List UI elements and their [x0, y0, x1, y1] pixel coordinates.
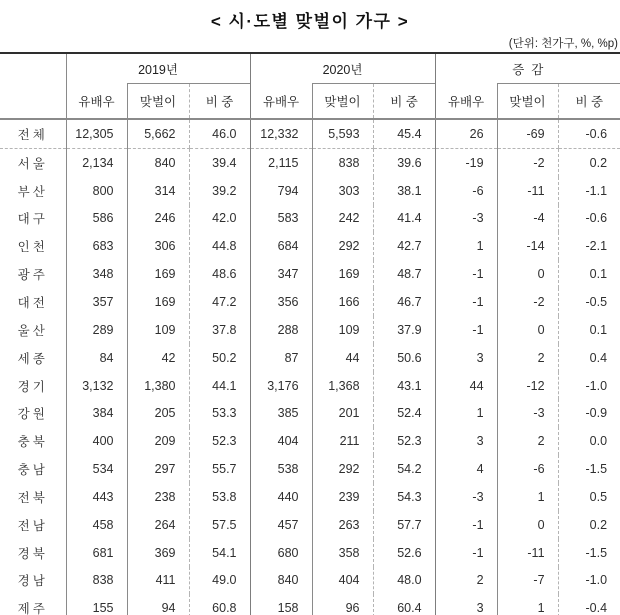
value-cell: -2 — [497, 148, 558, 176]
value-cell: -2.1 — [558, 232, 620, 260]
value-cell: -1 — [435, 288, 497, 316]
value-cell: 0.2 — [558, 511, 620, 539]
value-cell: 440 — [250, 483, 312, 511]
value-cell: -3 — [435, 483, 497, 511]
value-cell: -69 — [497, 119, 558, 148]
value-cell: 683 — [66, 232, 127, 260]
value-cell: -11 — [497, 177, 558, 205]
value-cell: 239 — [312, 483, 373, 511]
value-cell: 53.8 — [189, 483, 250, 511]
value-cell: 158 — [250, 594, 312, 615]
value-cell: -12 — [497, 372, 558, 400]
value-cell: 457 — [250, 511, 312, 539]
table-row — [0, 344, 620, 372]
value-cell: 57.5 — [189, 511, 250, 539]
value-cell: 45.4 — [373, 119, 435, 148]
value-cell: 411 — [127, 567, 189, 595]
value-cell: 48.0 — [373, 567, 435, 595]
year-header-row — [0, 53, 620, 84]
region-name-cell: 경기 — [0, 372, 66, 400]
value-cell: 358 — [312, 539, 373, 567]
value-cell: 400 — [66, 427, 127, 455]
value-cell: 201 — [312, 399, 373, 427]
value-cell: 37.9 — [373, 316, 435, 344]
value-cell: 292 — [312, 232, 373, 260]
subheader-change-dual-income: 맞벌이 — [497, 84, 558, 120]
value-cell: 684 — [250, 232, 312, 260]
value-cell: 303 — [312, 177, 373, 205]
region-name-cell: 경북 — [0, 539, 66, 567]
value-cell: -14 — [497, 232, 558, 260]
value-cell: 94 — [127, 594, 189, 615]
value-cell: -6 — [497, 455, 558, 483]
value-cell: 52.3 — [373, 427, 435, 455]
value-cell: 46.0 — [189, 119, 250, 148]
value-cell: 2,134 — [66, 148, 127, 176]
value-cell: -4 — [497, 205, 558, 233]
value-cell: -1 — [435, 260, 497, 288]
value-cell: 314 — [127, 177, 189, 205]
value-cell: 60.4 — [373, 594, 435, 615]
value-cell: 211 — [312, 427, 373, 455]
value-cell: 3,132 — [66, 372, 127, 400]
value-cell: 2 — [435, 567, 497, 595]
value-cell: 46.7 — [373, 288, 435, 316]
region-name-cell: 서울 — [0, 148, 66, 176]
value-cell: -2 — [497, 288, 558, 316]
value-cell: 0 — [497, 260, 558, 288]
value-cell: -1 — [435, 539, 497, 567]
value-cell: -1.0 — [558, 372, 620, 400]
table-row — [0, 372, 620, 400]
value-cell: 169 — [312, 260, 373, 288]
value-cell: 155 — [66, 594, 127, 615]
value-cell: 38.1 — [373, 177, 435, 205]
value-cell: 42.7 — [373, 232, 435, 260]
table-row — [0, 288, 620, 316]
table-title: < 시·도별 맞벌이 가구 > — [210, 12, 410, 31]
table-row — [0, 455, 620, 483]
value-cell: 0 — [497, 511, 558, 539]
value-cell: -1.5 — [558, 539, 620, 567]
sub-header-row — [0, 84, 620, 120]
value-cell: 840 — [250, 567, 312, 595]
value-cell: 292 — [312, 455, 373, 483]
value-cell: 0.4 — [558, 344, 620, 372]
region-name-cell: 울산 — [0, 316, 66, 344]
value-cell: 246 — [127, 205, 189, 233]
value-cell: 3,176 — [250, 372, 312, 400]
table-row — [0, 483, 620, 511]
value-cell: 0.0 — [558, 427, 620, 455]
region-name-cell: 대전 — [0, 288, 66, 316]
value-cell: 357 — [66, 288, 127, 316]
value-cell: 0.2 — [558, 148, 620, 176]
value-cell: 41.4 — [373, 205, 435, 233]
subheader-2019-dual-income: 맞벌이 — [127, 84, 189, 120]
value-cell: 1 — [435, 232, 497, 260]
table-row — [0, 316, 620, 344]
value-cell: 369 — [127, 539, 189, 567]
value-cell: 263 — [312, 511, 373, 539]
value-cell: 49.0 — [189, 567, 250, 595]
value-cell: 42.0 — [189, 205, 250, 233]
value-cell: 1 — [435, 399, 497, 427]
table-row — [0, 205, 620, 233]
value-cell: 39.6 — [373, 148, 435, 176]
region-column-header — [0, 53, 66, 119]
table-row — [0, 539, 620, 567]
value-cell: -3 — [497, 399, 558, 427]
value-cell: 50.2 — [189, 344, 250, 372]
value-cell: -6 — [435, 177, 497, 205]
region-name-cell: 인천 — [0, 232, 66, 260]
region-name-cell: 세종 — [0, 344, 66, 372]
value-cell: 0.1 — [558, 316, 620, 344]
value-cell: 50.6 — [373, 344, 435, 372]
table-header — [0, 53, 620, 119]
value-cell: 205 — [127, 399, 189, 427]
table-row — [0, 148, 620, 176]
value-cell: 404 — [312, 567, 373, 595]
value-cell: 39.4 — [189, 148, 250, 176]
value-cell: 57.7 — [373, 511, 435, 539]
value-cell: 2 — [497, 427, 558, 455]
table-row — [0, 399, 620, 427]
value-cell: 4 — [435, 455, 497, 483]
value-cell: 534 — [66, 455, 127, 483]
value-cell: 52.4 — [373, 399, 435, 427]
table-row — [0, 594, 620, 615]
subheader-2019-married: 유배우 — [66, 84, 127, 120]
value-cell: 109 — [127, 316, 189, 344]
value-cell: 840 — [127, 148, 189, 176]
value-cell: 404 — [250, 427, 312, 455]
subheader-2020-share: 비 중 — [373, 84, 435, 120]
region-name-cell: 경남 — [0, 567, 66, 595]
table-body — [0, 119, 620, 615]
value-cell: 356 — [250, 288, 312, 316]
region-name-cell: 충북 — [0, 427, 66, 455]
value-cell: -1.1 — [558, 177, 620, 205]
value-cell: 288 — [250, 316, 312, 344]
value-cell: 55.7 — [189, 455, 250, 483]
subheader-2020-dual-income: 맞벌이 — [312, 84, 373, 120]
table-row — [0, 511, 620, 539]
value-cell: 458 — [66, 511, 127, 539]
value-cell: 384 — [66, 399, 127, 427]
value-cell: 2,115 — [250, 148, 312, 176]
value-cell: 5,662 — [127, 119, 189, 148]
value-cell: -1.5 — [558, 455, 620, 483]
table-row — [0, 177, 620, 205]
table-row — [0, 232, 620, 260]
unit-note: (단위: 천가구, %, %p) — [508, 38, 618, 50]
value-cell: 52.3 — [189, 427, 250, 455]
value-cell: 3 — [435, 344, 497, 372]
value-cell: 1 — [497, 483, 558, 511]
value-cell: 1,380 — [127, 372, 189, 400]
value-cell: 44.1 — [189, 372, 250, 400]
region-name-cell: 제주 — [0, 594, 66, 615]
value-cell: 47.2 — [189, 288, 250, 316]
value-cell: 538 — [250, 455, 312, 483]
value-cell: 12,332 — [250, 119, 312, 148]
value-cell: 583 — [250, 205, 312, 233]
region-name-cell: 전남 — [0, 511, 66, 539]
value-cell: 800 — [66, 177, 127, 205]
group-header-2019: 2019년 — [138, 62, 178, 77]
value-cell: 586 — [66, 205, 127, 233]
value-cell: 1 — [497, 594, 558, 615]
value-cell: 52.6 — [373, 539, 435, 567]
value-cell: -3 — [435, 205, 497, 233]
value-cell: 348 — [66, 260, 127, 288]
value-cell: 109 — [312, 316, 373, 344]
value-cell: 54.2 — [373, 455, 435, 483]
value-cell: 54.1 — [189, 539, 250, 567]
value-cell: 0.1 — [558, 260, 620, 288]
value-cell: 169 — [127, 260, 189, 288]
value-cell: 44 — [312, 344, 373, 372]
value-cell: 385 — [250, 399, 312, 427]
region-name-cell: 강원 — [0, 399, 66, 427]
group-header-2020: 2020년 — [250, 53, 435, 84]
group-header-change: 증 감 — [435, 53, 620, 84]
region-name-cell: 부산 — [0, 177, 66, 205]
table-row — [0, 567, 620, 595]
value-cell: 87 — [250, 344, 312, 372]
value-cell: 1,368 — [312, 372, 373, 400]
table-row-total — [0, 119, 620, 148]
value-cell: 0.5 — [558, 483, 620, 511]
value-cell: 39.2 — [189, 177, 250, 205]
value-cell: 443 — [66, 483, 127, 511]
value-cell: 48.6 — [189, 260, 250, 288]
value-cell: 289 — [66, 316, 127, 344]
value-cell: 166 — [312, 288, 373, 316]
value-cell: 54.3 — [373, 483, 435, 511]
value-cell: 12,305 — [66, 119, 127, 148]
value-cell: -19 — [435, 148, 497, 176]
value-cell: 238 — [127, 483, 189, 511]
value-cell: 26 — [435, 119, 497, 148]
value-cell: 43.1 — [373, 372, 435, 400]
region-name-cell: 대구 — [0, 205, 66, 233]
value-cell: 3 — [435, 594, 497, 615]
value-cell: -0.6 — [558, 205, 620, 233]
value-cell: 794 — [250, 177, 312, 205]
table-row — [0, 260, 620, 288]
subheader-2019-share: 비 중 — [189, 84, 250, 120]
value-cell: 0 — [497, 316, 558, 344]
value-cell: -0.4 — [558, 594, 620, 615]
region-name-cell: 광주 — [0, 260, 66, 288]
value-cell: 60.8 — [189, 594, 250, 615]
value-cell: -1.0 — [558, 567, 620, 595]
subheader-2020-married: 유배우 — [250, 84, 312, 120]
dual-income-households-table — [0, 52, 620, 615]
value-cell: -1 — [435, 316, 497, 344]
region-name-cell: 전체 — [0, 119, 66, 148]
value-cell: -0.6 — [558, 119, 620, 148]
value-cell: 264 — [127, 511, 189, 539]
value-cell: 96 — [312, 594, 373, 615]
value-cell: 44 — [435, 372, 497, 400]
value-cell: -0.5 — [558, 288, 620, 316]
value-cell: 297 — [127, 455, 189, 483]
region-name-cell: 충남 — [0, 455, 66, 483]
value-cell: 838 — [312, 148, 373, 176]
value-cell: 169 — [127, 288, 189, 316]
value-cell: -11 — [497, 539, 558, 567]
value-cell: 5,593 — [312, 119, 373, 148]
value-cell: 680 — [250, 539, 312, 567]
value-cell: 48.7 — [373, 260, 435, 288]
region-name-cell: 전북 — [0, 483, 66, 511]
table-row — [0, 427, 620, 455]
value-cell: 306 — [127, 232, 189, 260]
value-cell: -7 — [497, 567, 558, 595]
value-cell: 2 — [497, 344, 558, 372]
value-cell: 42 — [127, 344, 189, 372]
value-cell: -1 — [435, 511, 497, 539]
value-cell: 84 — [66, 344, 127, 372]
value-cell: 681 — [66, 539, 127, 567]
value-cell: 838 — [66, 567, 127, 595]
subheader-change-share: 비 중 — [558, 84, 620, 120]
subheader-change-married: 유배우 — [435, 84, 497, 120]
value-cell: 347 — [250, 260, 312, 288]
value-cell: 3 — [435, 427, 497, 455]
value-cell: 242 — [312, 205, 373, 233]
value-cell: 37.8 — [189, 316, 250, 344]
value-cell: 53.3 — [189, 399, 250, 427]
value-cell: 209 — [127, 427, 189, 455]
value-cell: -0.9 — [558, 399, 620, 427]
value-cell: 44.8 — [189, 232, 250, 260]
